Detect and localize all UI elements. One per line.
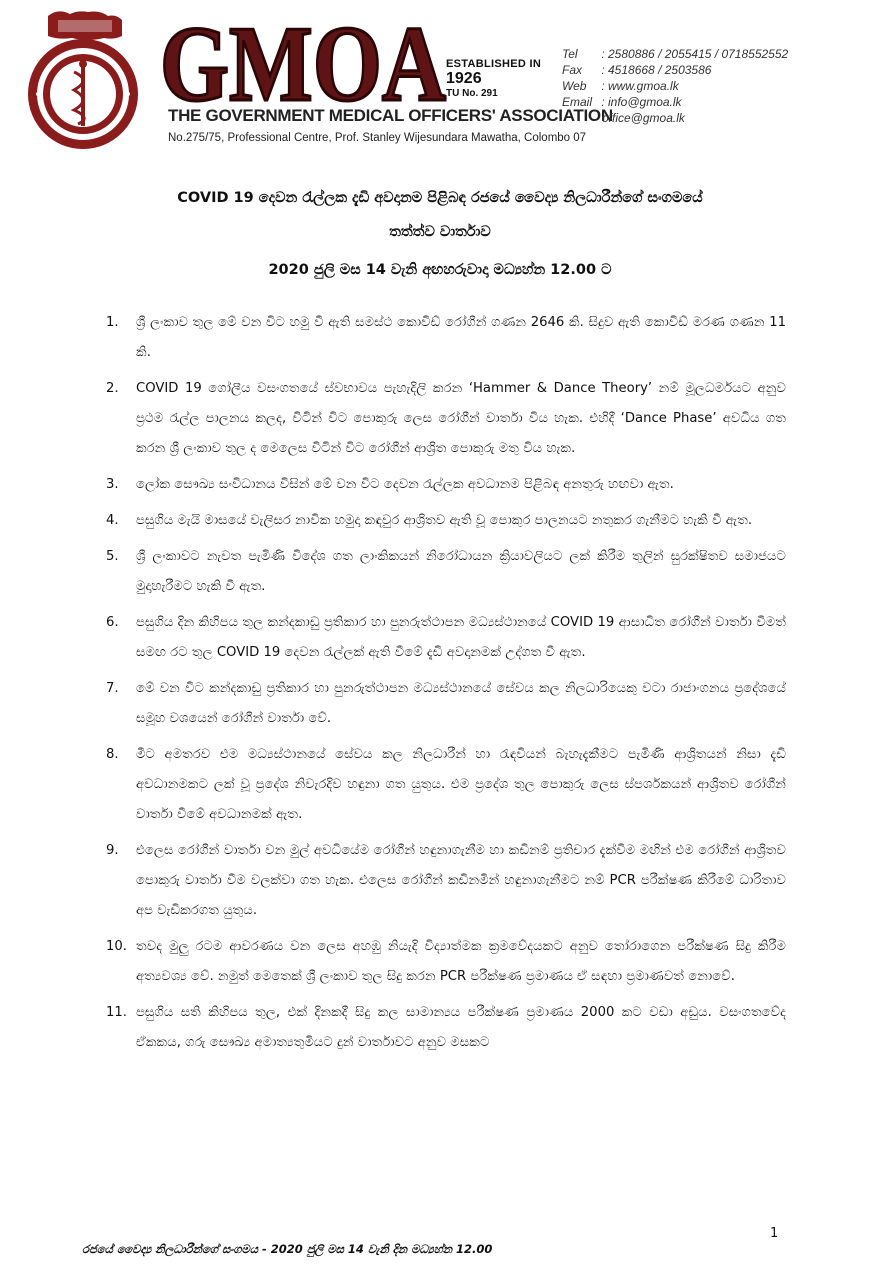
item-number: 3. (106, 477, 119, 492)
statement-list (106, 308, 786, 1064)
item-text: පසුගිය සති කිහිපය තුල, එක් දිනකදී සිදු කල සාමාන්‍යය පරීක්ෂණ ප්‍රමාණය 2000 කට වඩා අඩුය. වසංගතවේද ඒකකය, ගරු සෞඛ්‍ය අමාත්‍යතුමියට දුන් වාර්තාවට අනුව මසකට (136, 1005, 786, 1050)
item-text: පසුගිය මැයි මාසයේ වැලිසර නාවික හමුදා කඳවුර ආශ්‍රිතව ඇති වූ පොකුර පාලනයට නතුකර ගැනීමට හැකි වී ඇත. (136, 513, 753, 528)
list-item (106, 608, 786, 668)
item-number: 6. (106, 615, 119, 630)
document-title-line1: COVID 19 දෙවන රැල්ලක දැඩි අවදානම පිළිබඳ රජයේ වෛද්‍ය නිලධාරීන්ගේ සංගමයේ (177, 190, 703, 206)
list-item (106, 932, 786, 992)
document-date: 2020 ජුලි මස 14 වැනි අඟහරුවාදා මධ්‍යහ්න 12.00 ට (268, 262, 612, 278)
list-item (106, 674, 786, 734)
established-year: 1926 (446, 70, 482, 87)
list-item (106, 374, 786, 464)
email-label: Email (562, 95, 593, 109)
list-item (106, 308, 786, 368)
item-number: 11. (106, 1005, 127, 1020)
email-link-info[interactable]: : info@gmoa.lk (601, 95, 682, 109)
list-item (106, 836, 786, 926)
item-text: මේ වන විට කන්දකාඩු ප්‍රතිකාර හා පුනරුත්ථාපන මධ්‍යස්ථානයේ සේවය කල නිලධාරියෙකු වටා රාජාංගනය ප්‍රදේශයේ සමූහ වශයෙන් රෝගීන් වාර්තා වේ. (136, 681, 786, 726)
email-link-office[interactable]: office@gmoa.lk (602, 111, 685, 125)
item-number: 7. (106, 681, 119, 696)
item-number: 10. (106, 939, 127, 954)
established-info (446, 58, 541, 99)
list-item (106, 506, 786, 536)
letterhead (0, 0, 871, 165)
page-footer: රජයේ වෛද්‍ය නිලධාරීන්ගේ සංගමය - 2020 ජුලි මස 14 වැනි දින මධ්‍යහ්න 12.00 (82, 1242, 493, 1256)
list-item (106, 470, 786, 500)
item-text: ශ්‍රී ලංකාව තුල මේ වන විට හමු වී ඇති සමස්ථ කොවිඩ් රෝගීන් ගණන 2646 කි. සිදුව ඇති කොවිඩ් මරණ ගණන 11 කි. (136, 315, 786, 360)
web-label: Web (562, 79, 587, 93)
established-label: ESTABLISHED IN (446, 58, 542, 70)
tel-label: Tel (562, 47, 578, 61)
item-text: තවද මුලු රටම ආවරණය වන ලෙස අහඹු නියැදි විද්‍යාත්මක ක්‍රමවේදයකට අනුව තෝරාගෙන පරීක්ෂණ සිදු කිරීම අත්‍යවශ්‍ය වේ. නමුත් මෙතෙක් ශ්‍රී ලංකාව තුල සිදු කරන PCR පරීක්ෂණ ප්‍රමාණය ඒ සඳහා ප්‍රමාණවත් නොවේ. (136, 939, 786, 984)
item-number: 2. (106, 381, 119, 396)
association-name: THE GOVERNMENT MEDICAL OFFICERS' ASSOCIATION (168, 106, 613, 125)
tel-value: : 2580886 / 2055415 / 0718552552 (601, 47, 789, 61)
page-number: 1 (770, 1226, 779, 1241)
gmoa-emblem-icon (18, 6, 148, 156)
item-text: මීට අමතරව එම මධ්‍යස්ථානයේ සේවය කල නිලධාරීන් හා රැඳවියන් බැහැදැකීමට පැමිණි ආශ්‍රිතයන් නිසා දැඩි අවධානමකට ලක් වූ ප්‍රදේශ නිවැරදිව හඳුනා ගත යුතුය. එම ප්‍රදේශ තුල පොකුරු ලෙස ස්පර්ශකයන් ආශ්‍රිතව රෝගීන් වාර්තා වීමේ අවධානමක් ඇත. (136, 747, 786, 822)
list-item (106, 740, 786, 830)
fax-label: Fax (562, 63, 583, 77)
item-text: එලෙස රෝගීන් වාර්තා වන මුල් අවධියේම රෝගීන් හඳුනාගැනීම හා කඩිනම් ප්‍රතිචාර දැක්වීම මඟින් එම රෝගීන් ආශ්‍රිතව පොකුරු වාර්තා වීම වලක්වා ගත හැක. එලෙස රෝගීන් කඩිනමින් හඳුනාගැනීමට නම් PCR පරීක්ෂණ කිරීමේ ධාරිතාව අප වැඩිකරගත යුතුය. (136, 843, 786, 918)
gmoa-logo-text: GMOA (160, 12, 446, 116)
gmoa-logo (160, 12, 450, 116)
item-number: 8. (106, 747, 119, 762)
web-link[interactable]: : www.gmoa.lk (601, 79, 679, 93)
item-text: COVID 19 ගෝලීය වසංගතයේ ස්වභාවය පැහැදිලි කරන ‘Hammer & Dance Theory’ නම් මූලධර්මයට අනුව ප්‍රථම රැල්ල පාලනය කලද, විටින් විට පොකුරු ලෙස රෝගීන් වාර්තා විය හැක. එහිදී ‘Dance Phase’ අවධිය ගත කරන ශ්‍රී ලංකාව තුල ද මෙලෙස විටින් විට රෝගීන් ආශ්‍රිත පොකුරු මතු විය හැක. (136, 381, 786, 456)
item-text: ලෝක සෞඛ්‍ය සංවිධානය විසින් මේ වන විට දෙවන රැල්ලක අවධානම පිළිබඳ අනතුරු හඟවා ඇත. (136, 477, 674, 492)
tu-number: TU No. 291 (446, 88, 498, 99)
document-title-line2: තත්ත්ව වාර්තාව (389, 224, 491, 240)
fax-value: : 4518668 / 2503586 (601, 63, 712, 77)
item-number: 5. (106, 549, 119, 564)
list-item (106, 542, 786, 602)
item-number: 9. (106, 843, 119, 858)
list-item (106, 998, 786, 1058)
item-text: ශ්‍රී ලංකාවට නැවත පැමිණි විදේශ ගත ලාංකිකයන් නිරෝධායන ක්‍රියාවලියට ලක් කිරීම තුලින් සුරක්ෂිතව සමාජයට මුදාහැරීමට හැකි වී ඇත. (136, 549, 786, 594)
item-number: 1. (106, 315, 119, 330)
item-text: පසුගිය දින කිහිපය තුල කන්දකාඩු ප්‍රතිකාර හා පුනරුත්ථාපන මධ්‍යස්ථානයේ COVID 19 ආසාධිත රෝගීන් වාර්තා වීමත් සමඟ රට තුල COVID 19 දෙවන රැල්ලක් ඇති වීමේ දැඩි අවදානමක් උද්ගත වී ඇත. (136, 615, 786, 660)
association-address: No.275/75, Professional Centre, Prof. Stanley Wijesundara Mawatha, Colombo 07 (168, 132, 587, 144)
contact-block (562, 46, 788, 126)
item-number: 4. (106, 513, 119, 528)
